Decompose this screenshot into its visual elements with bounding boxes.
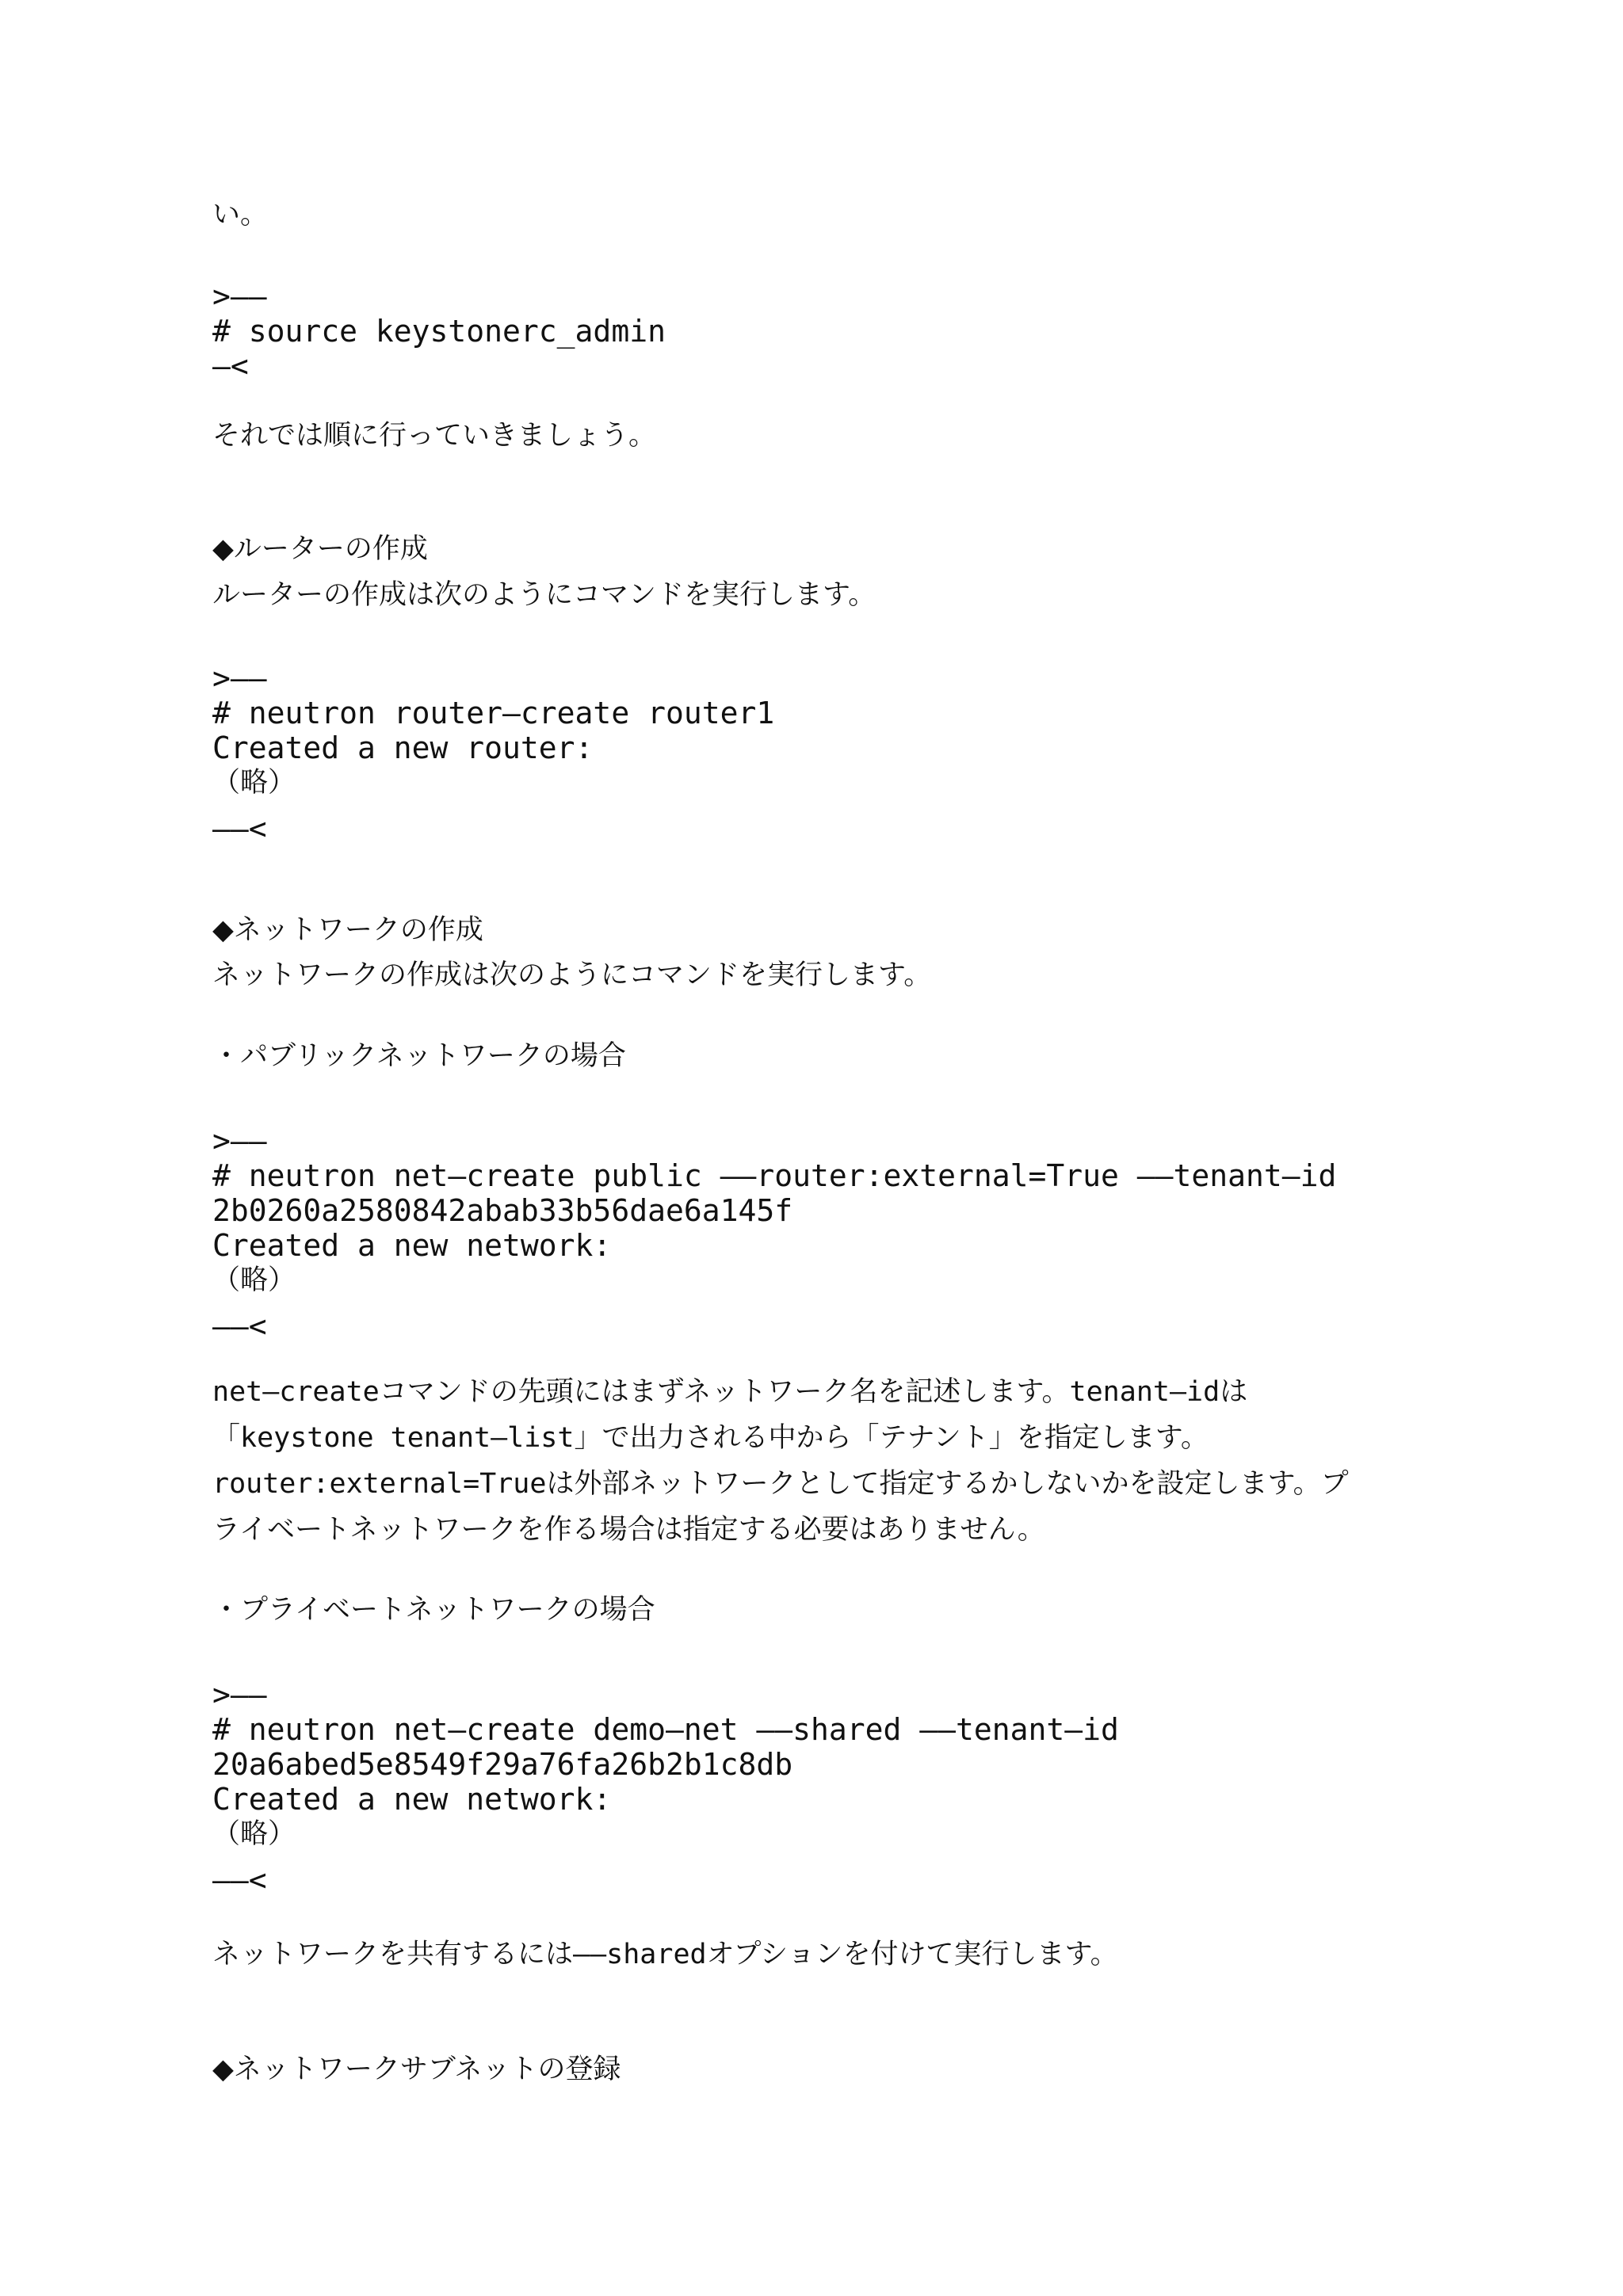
code-command: # source keystonerc_admin [212,314,666,349]
inline-code: keystone tenant–list [240,1422,575,1454]
code-open-marker: >–– [212,279,267,314]
code-close-marker: –< [212,349,249,383]
explanation-line-1: net–createコマンドの先頭にはまずネットワーク名を記述します。tenant–idは [212,1376,1248,1408]
code-output: Created a new router: [212,730,594,765]
explanation-line-2: 「keystone tenant–list」で出力される中から「テナント」を指定します。 [212,1422,1209,1454]
inline-code: ––shared [573,1939,707,1970]
code-close-marker: ––< [212,1309,267,1344]
inline-code: tenant–id [1069,1376,1220,1408]
code-omitted: （略） [212,767,296,799]
code-command: # neutron net–create demo–net ––shared ––tenant–id [212,1712,1119,1747]
code-tenant-id: 20a6abed5e8549f29a76fa26b2b1c8db [212,1747,793,1782]
code-close-marker: ––< [212,1863,267,1897]
heading-network: ◆ネットワークの作成 [212,914,483,946]
code-command: # neutron router–create router1 [212,696,775,730]
code-open-marker: >–– [212,1677,267,1712]
code-command: # neutron net–create public ––router:external=True ––tenant–id [212,1158,1337,1193]
public-network-case: ・パブリックネットワークの場合 [212,1040,626,1072]
router-description: ルーターの作成は次のようにコマンドを実行します。 [212,579,876,611]
explanation-line-3: router:external=Trueは外部ネットワークとして指定するかしないかを設定します。プ [212,1468,1349,1500]
intro-tail-text: い。 [212,199,269,231]
code-open-marker: >–– [212,1123,267,1158]
code-block-private-network [212,1677,1119,1897]
explanation-line-4: ライベートネットワークを作る場合は指定する必要はありません。 [212,1514,1045,1546]
code-block-source [212,279,666,383]
shared-option-text: ネットワークを共有するには––sharedオプションを付けて実行します。 [212,1939,1118,1970]
inline-code: net–create [212,1376,380,1408]
private-network-case: ・プライベートネットワークの場合 [212,1594,655,1626]
code-close-marker: ––< [212,811,267,846]
code-output: Created a new network: [212,1228,612,1263]
code-output: Created a new network: [212,1782,612,1817]
code-omitted: （略） [212,1264,296,1296]
code-block-router [212,661,774,846]
code-open-marker: >–– [212,661,267,696]
code-omitted: （略） [212,1818,296,1850]
code-tenant-id: 2b0260a2580842abab33b56dae6a145f [212,1193,793,1228]
heading-subnet: ◆ネットワークサブネットの登録 [212,2054,621,2085]
start-text: それでは順に行っていきましょう。 [212,420,657,452]
heading-router: ◆ルーターの作成 [212,533,428,565]
network-description: ネットワークの作成は次のようにコマンドを実行します。 [212,959,932,991]
code-block-public-network [212,1123,1336,1344]
inline-code: router:external=True [212,1468,547,1500]
